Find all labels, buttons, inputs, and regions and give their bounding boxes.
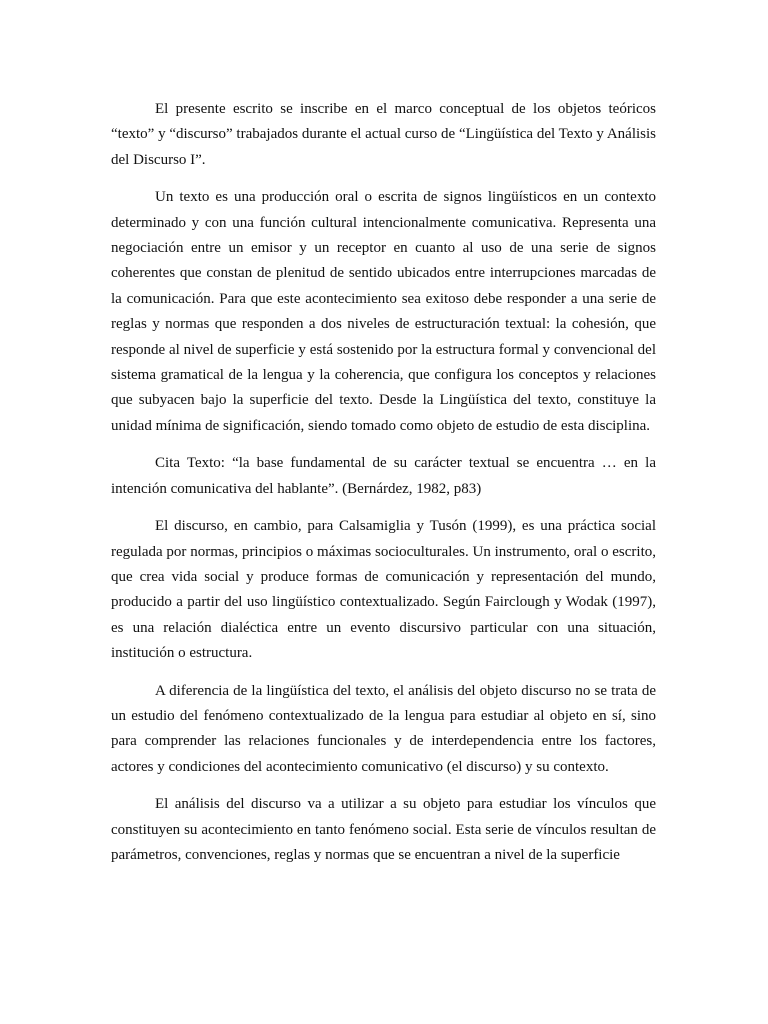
paragraph-analisis-discurso: El análisis del discurso va a utilizar a su objeto para estudiar los vínculos que constituyen su acontecimiento en tanto fenómeno social. Esta serie de vínculos resultan de parámetros, convenciones, reglas y normas que se encuentran a nivel de la superficie <box>111 796 656 863</box>
paragraph-texto-definition: Un texto es una producción oral o escrita de signos lingüísticos en un contexto determinado y con una función cultural intencionalmente comunicativa. Representa una negociación entre un emisor y un receptor en cuanto al uso de una serie de signos coherentes que constan de plenitud de sentido ubicados entre interrupciones marcadas de la comunicación. Para que este acontecimiento sea exitoso debe responder a una serie de reglas y normas que responden a dos niveles de estructuración textual: la cohesión, que responde al nivel de superficie y está sostenido por la estructura formal y convencional del sistema gramatical de la lengua y la coherencia, que configura los conceptos y relaciones que subyacen bajo la superficie del texto. Desde la Lingüística del texto, constituye la unidad mínima de significación, siendo tomado como objeto de estudio de esta disciplina. <box>111 189 656 434</box>
paragraph-cita-texto: Cita Texto: “la base fundamental de su carácter textual se encuentra … en la intención comunicativa del hablante”. (Bernárdez, 1982, p83) <box>111 455 656 497</box>
paragraph-discurso-definition: El discurso, en cambio, para Calsamiglia y Tusón (1999), es una práctica social regulada por normas, principios o máximas socioculturales. Un instrumento, oral o escrito, que crea vida social y produce formas de comunicación y representación del mundo, producido a partir del uso lingüístico contextualizado. Según Fairclough y Wodak (1997), es una relación dialéctica entre un evento discursivo particular con una situación, institución o estructura. <box>111 518 656 662</box>
paragraph-intro: El presente escrito se inscribe en el marco conceptual de los objetos teóricos “texto” y “discurso” trabajados durante el actual curso de “Lingüística del Texto y Análisis del Discurso I”. <box>111 101 656 168</box>
paragraph-diferencia: A diferencia de la lingüística del texto, el análisis del objeto discurso no se trata de un estudio del fenómeno contextualizado de la lengua para estudiar al objeto en sí, sino para comprender las relaciones funcionales y de interdependencia entre los factores, actores y condiciones del acontecimiento comunicativo (el discurso) y su contexto. <box>111 682 656 775</box>
